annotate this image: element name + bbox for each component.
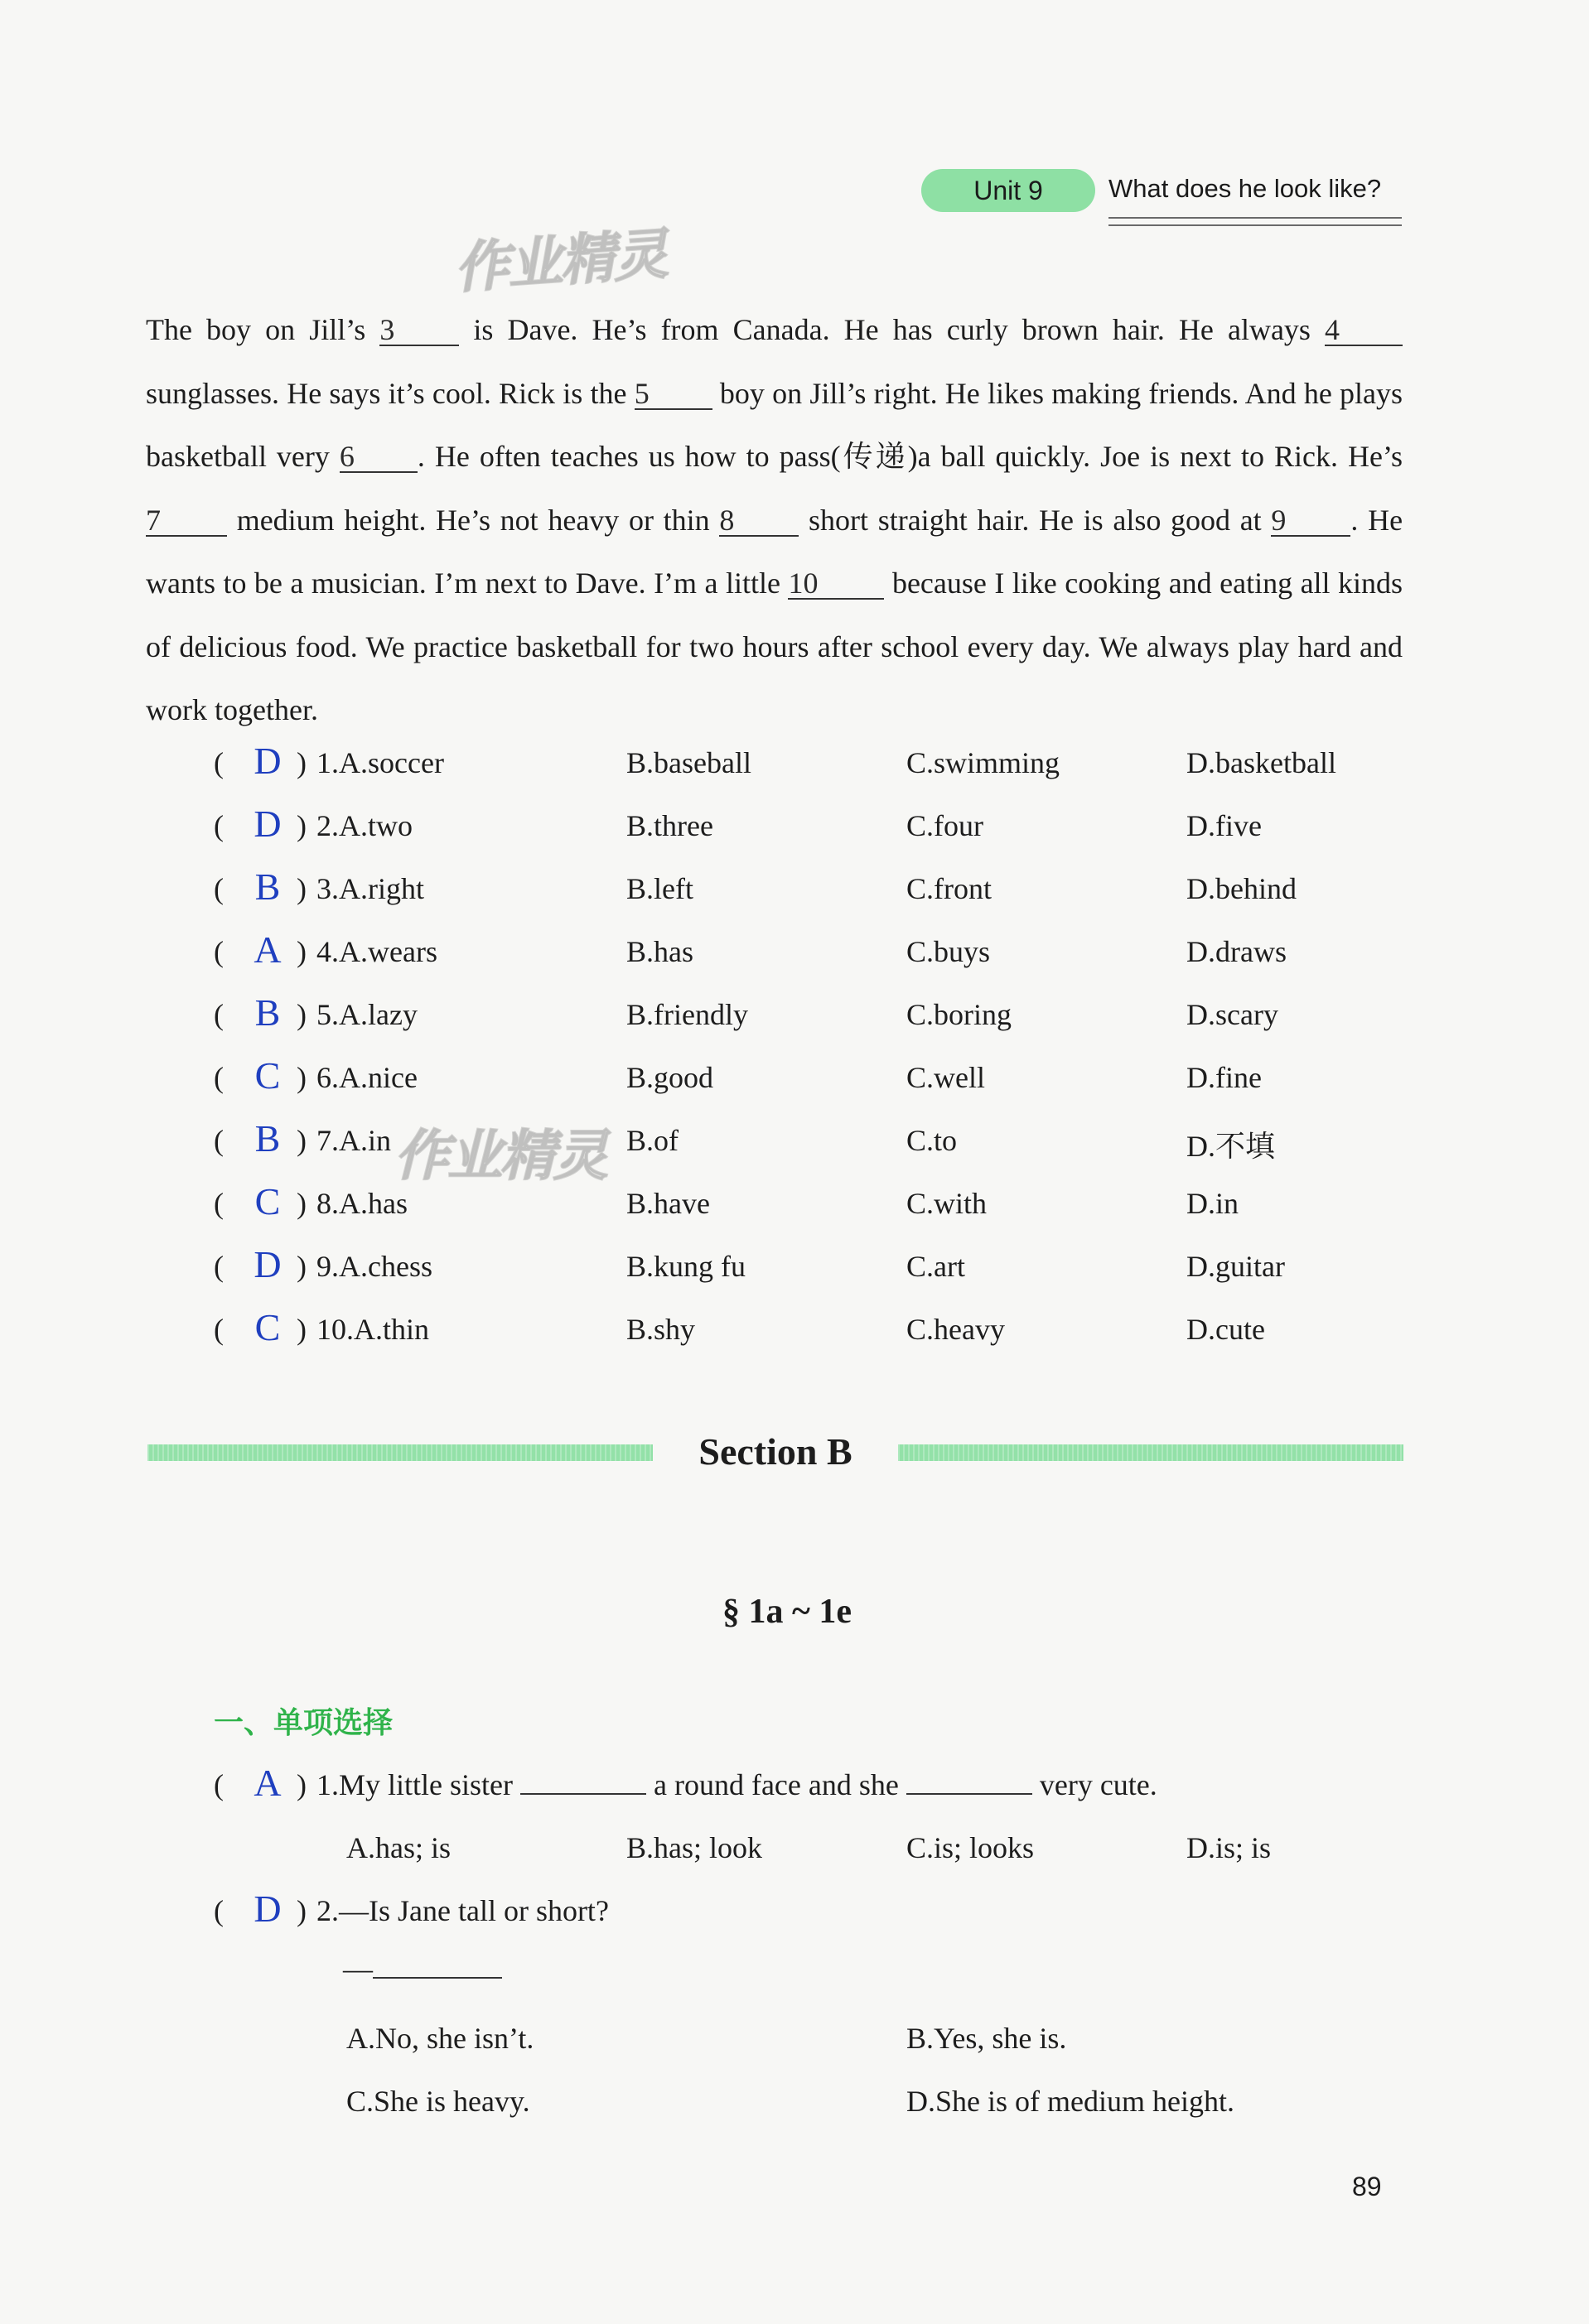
paren-open: ( [214,935,224,968]
option-c: C.is; looks [906,1831,1035,1864]
option-b: B.shy [626,1313,696,1346]
option-d: D.cute [1186,1313,1265,1346]
option-b: B.three [626,809,713,842]
answer-mark: D [254,803,282,845]
subsection-title: § 1a ~ 1e [722,1593,852,1631]
option-b: B.kung fu [626,1250,746,1283]
option-b: B.good [626,1061,714,1094]
passage-blank: 4 [1325,315,1403,346]
option-d: D.She is of medium height. [906,2085,1234,2118]
choice-question-1 [214,1762,1407,1817]
option-d: D.behind [1186,872,1297,905]
unit-badge [921,169,1095,212]
paren-close: ) [297,1124,307,1157]
passage-text: . He often teaches us how to pass(传递)a ball quickly. Joe is next to Rick. He’s [417,440,1403,473]
option-b: B.friendly [626,998,748,1031]
option-b: B.has [626,935,693,968]
option-d: D.fine [1186,1061,1262,1094]
option-b: B.has; look [626,1831,763,1864]
paren-close: ) [297,1768,307,1801]
passage-blank: 3 [379,315,459,346]
option-b: B.Yes, she is. [906,2022,1067,2055]
option-d: D.in [1186,1187,1239,1220]
cloze-question [214,1243,1407,1299]
option-c: C.buys [906,935,991,968]
section-band-left [147,1444,653,1461]
header-double-rule [1108,217,1402,226]
part-title: 一、单项选择 [214,1706,394,1740]
option-a: 10.A.thin [316,1313,430,1346]
option-d: D.five [1186,809,1262,842]
answer-mark: C [254,1054,281,1097]
passage-blank: 10 [788,568,884,600]
passage-blank: 5 [635,378,712,410]
paren-open: ( [214,1768,224,1801]
passage-text: because I like cooking and eating all kinds of delicious food. We practice basketball for two hours after school every day. We always play hard and work together. [146,567,1403,726]
answer-mark: C [254,1180,281,1222]
paren-close: ) [297,809,307,842]
passage-blank: 6 [340,441,418,473]
section-band-right [898,1444,1403,1461]
answer-mark: D [254,1888,282,1930]
option-a: 3.A.right [316,872,424,905]
answer-mark: B [254,865,281,908]
question-stem: 1.My little sister a round face and she very cute. [316,1768,1157,1801]
paren-close: ) [297,1313,307,1346]
answer-mark: B [254,1117,281,1160]
paren-close: ) [297,1250,307,1283]
passage-blank: 8 [719,505,799,537]
answer-mark: D [254,1243,282,1285]
cloze-question [214,803,1407,858]
paren-open: ( [214,1894,224,1927]
answer-blank [520,1768,646,1795]
paren-close: ) [297,872,307,905]
option-a: A.No, she isn’t. [346,2022,534,2055]
paren-close: ) [297,746,307,779]
option-d: D.draws [1186,935,1287,968]
option-c: C.art [906,1250,965,1283]
option-c: C.heavy [906,1313,1005,1346]
cloze-question [214,991,1407,1047]
option-b: B.of [626,1124,679,1157]
option-d: D.is; is [1186,1831,1272,1864]
passage-text: medium height. He’s not heavy or thin [236,503,710,537]
paren-close: ) [297,1061,307,1094]
option-a: 9.A.chess [316,1250,432,1283]
paren-open: ( [214,1187,224,1220]
answer-blank [373,1952,502,1979]
passage-text: sunglasses. He says it’s cool. Rick is the [146,376,627,410]
option-c: C.well [906,1061,985,1094]
passage-text: The boy on Jill’s [146,313,366,346]
answer-mark: C [254,1306,281,1348]
option-c: C.boring [906,998,1012,1031]
paren-open: ( [214,1250,224,1283]
option-c: C.front [906,872,992,905]
cloze-question [214,1054,1407,1110]
option-c: C.swimming [906,746,1060,779]
cloze-question [214,928,1407,984]
paren-open: ( [214,746,224,779]
question-stem: 2.—Is Jane tall or short? [316,1894,609,1927]
paren-close: ) [297,1894,307,1927]
option-a: 5.A.lazy [316,998,418,1031]
passage-text: is Dave. He’s from Canada. He has curly brown hair. He always [473,313,1311,346]
watermark: 作业精灵 [452,222,669,301]
cloze-question [214,1117,1407,1173]
cloze-question [214,740,1407,795]
unit-label: Unit 9 [973,175,1043,205]
paren-open: ( [214,998,224,1031]
option-c: C.She is heavy. [346,2085,530,2118]
answer-mark: D [254,740,282,782]
option-a: A.has; is [346,1831,451,1864]
choice-question-2 [214,1888,1407,1943]
option-c: C.to [906,1124,958,1157]
option-a: 2.A.two [316,809,413,842]
passage-blank: 9 [1271,505,1350,537]
answer-blank [906,1768,1032,1795]
paren-close: ) [297,935,307,968]
option-a: 1.A.soccer [316,746,444,779]
watermark: 作业精灵 [394,1124,606,1188]
option-a: 8.A.has [316,1187,408,1220]
option-a: 6.A.nice [316,1061,418,1094]
cloze-question [214,865,1407,921]
answer-mark: A [254,1762,282,1804]
option-d: D.basketball [1186,746,1336,779]
cloze-question [214,1306,1407,1362]
paren-open: ( [214,809,224,842]
option-b: B.left [626,872,693,905]
answer-mark: B [254,991,281,1034]
option-c: C.four [906,809,983,842]
paren-open: ( [214,1313,224,1346]
paren-open: ( [214,1124,224,1157]
option-d: D.guitar [1186,1250,1285,1283]
cloze-passage [146,298,1403,742]
paren-close: ) [297,998,307,1031]
answer-mark: A [254,928,282,971]
section-title: Section B [698,1430,852,1473]
option-b: B.baseball [626,746,751,779]
paren-open: ( [214,872,224,905]
paren-close: ) [297,1187,307,1220]
passage-text: short straight hair. He is also good at [809,503,1262,537]
paren-open: ( [214,1061,224,1094]
cloze-question [214,1180,1407,1236]
passage-text: . He wants to be a musician. I’m next to Dave. I’m a little [146,503,1403,600]
dialogue-answer-line: — [343,1951,502,1986]
page-number: 89 [1352,2172,1382,2201]
option-b: B.have [626,1187,710,1220]
unit-title: What does he look like? [1108,174,1382,203]
option-d: D.不填 [1186,1130,1275,1163]
option-d: D.scary [1186,998,1278,1031]
passage-text: boy on Jill’s right. He likes making friends. And he plays basketball very [146,376,1403,473]
option-a: 4.A.wears [316,935,437,968]
option-c: C.with [906,1187,988,1220]
passage-blank: 7 [146,505,227,537]
option-a: 7.A.in [316,1124,391,1157]
